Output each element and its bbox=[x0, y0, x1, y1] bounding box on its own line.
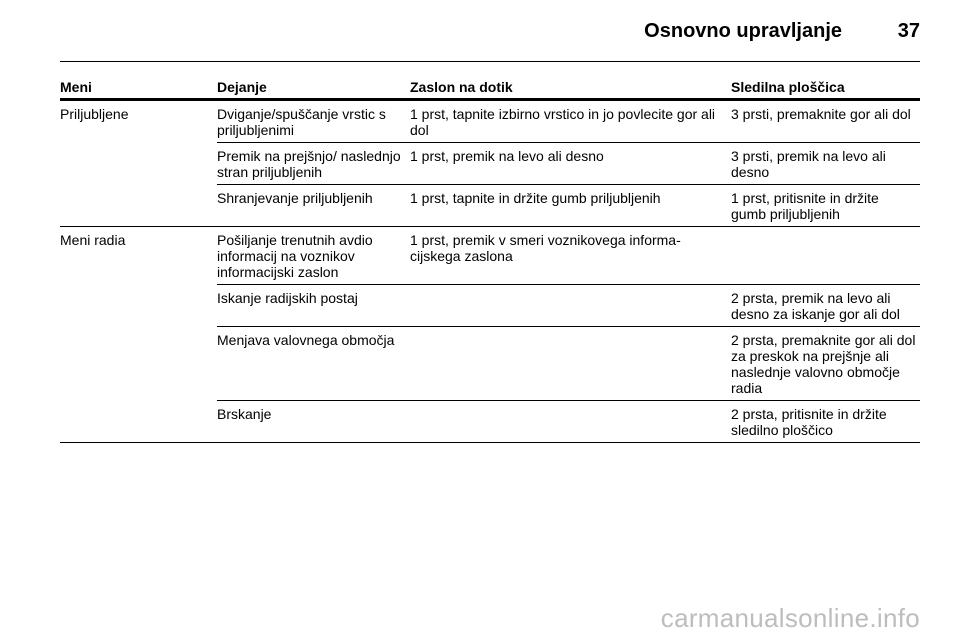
trackpad-cell: 1 prst, pritisnite in držite gumb priljubljenih bbox=[731, 185, 920, 227]
action-cell: Iskanje radijskih postaj bbox=[217, 285, 410, 327]
watermark-text: carmanualsonline.info bbox=[660, 603, 920, 633]
touch-cell bbox=[410, 327, 731, 401]
touch-cell bbox=[410, 401, 731, 443]
column-header-touchscreen: Zaslon na dotik bbox=[410, 79, 731, 100]
page-number: 37 bbox=[897, 20, 920, 42]
column-header-menu: Meni bbox=[60, 79, 217, 100]
touch-cell bbox=[410, 285, 731, 327]
table-header-row bbox=[60, 79, 920, 100]
trackpad-cell: 2 prsta, premaknite gor ali dol za preskok na prejšnje ali naslednje valovno območje radia bbox=[731, 327, 920, 401]
menu-cell: Priljubljene bbox=[60, 100, 217, 227]
page-header bbox=[60, 14, 920, 50]
trackpad-cell bbox=[731, 227, 920, 285]
controls-table bbox=[60, 79, 920, 443]
action-cell: Brskanje bbox=[217, 401, 410, 443]
trackpad-cell: 3 prsti, premik na levo ali desno bbox=[731, 143, 920, 185]
table-row bbox=[60, 227, 920, 285]
column-header-trackpad: Sledilna ploščica bbox=[731, 79, 920, 100]
touch-cell: 1 prst, tapnite izbirno vrstico in jo povlecite gor ali dol bbox=[410, 100, 731, 143]
touch-cell: 1 prst, tapnite in držite gumb priljubljenih bbox=[410, 185, 731, 227]
touch-cell: 1 prst, premik na levo ali desno bbox=[410, 143, 731, 185]
touch-cell: 1 prst, premik v smeri voznikovega informa-cijskega zaslona bbox=[410, 227, 731, 285]
header-divider bbox=[60, 61, 920, 62]
action-cell: Dviganje/spuščanje vrstic s priljubljenimi bbox=[217, 100, 410, 143]
action-cell: Pošiljanje trenutnih avdio informacij na voznikov informacijski zaslon bbox=[217, 227, 410, 285]
menu-cell: Meni radia bbox=[60, 227, 217, 443]
action-cell: Premik na prejšnjo/ naslednjo stran priljubljenih bbox=[217, 143, 410, 185]
action-cell: Menjava valovnega območja bbox=[217, 327, 410, 401]
trackpad-cell: 2 prsta, premik na levo ali desno za iskanje gor ali dol bbox=[731, 285, 920, 327]
column-header-action: Dejanje bbox=[217, 79, 410, 100]
action-cell: Shranjevanje priljubljenih bbox=[217, 185, 410, 227]
table-row bbox=[60, 100, 920, 143]
page-title: Osnovno upravljanje bbox=[644, 20, 842, 42]
trackpad-cell: 3 prsti, premaknite gor ali dol bbox=[731, 100, 920, 143]
trackpad-cell: 2 prsta, pritisnite in držite sledilno ploščico bbox=[731, 401, 920, 443]
